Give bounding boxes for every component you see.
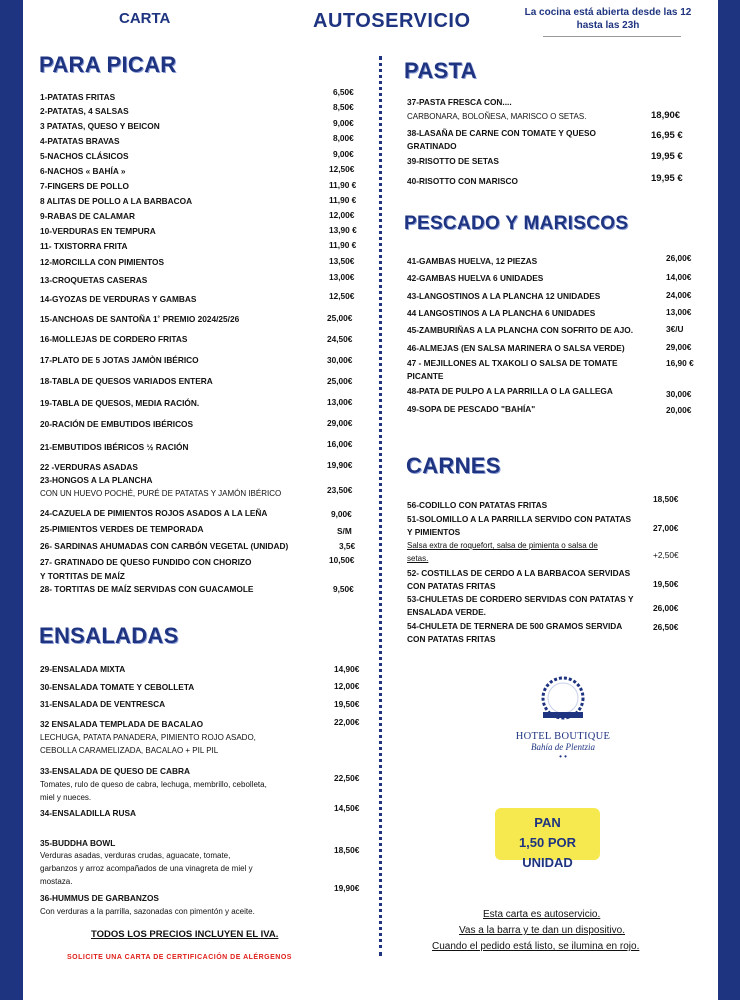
para-picar-item: 19-TABLA DE QUESOS, MEDIA RACIÓN. — [40, 398, 200, 408]
para-picar-item: 12-MORCILLA CON PIMIENTOS — [40, 257, 164, 267]
para-picar-item: 9-RABAS DE CALAMAR — [40, 211, 135, 221]
para-picar-price: 9,00€ — [333, 118, 354, 128]
para-picar-item: 2-PATATAS, 4 SALSAS — [40, 106, 129, 116]
ensalada-item: 29-ENSALADA MIXTA — [40, 664, 126, 674]
item-35-desc-2: garbanzos y arroz acompañados de una vinagreta de miel y — [40, 864, 253, 873]
para-picar-item: 1-PATATAS FRITAS — [40, 92, 116, 102]
item-35-desc-3: mostaza. — [40, 877, 73, 886]
para-picar-price: 6,50€ — [333, 87, 354, 97]
rope-ring-icon — [533, 672, 593, 726]
para-picar-price: 8,50€ — [333, 102, 354, 112]
ensalada-item: 34-ENSALADILLA RUSA — [40, 808, 137, 818]
item-35-desc-1: Verduras asadas, verduras crudas, aguacate, tomate, — [40, 851, 231, 860]
pescado-item: 41-GAMBAS HUELVA, 12 PIEZAS — [407, 256, 538, 266]
item-37: 37-PASTA FRESCA CON.... — [407, 97, 512, 107]
para-picar-item: 5-NACHOS CLÁSICOS — [40, 151, 129, 161]
ensalada-price: 19,50€ — [334, 699, 360, 709]
menu-page — [23, 0, 718, 1000]
section-title-carnes: CARNES — [406, 453, 501, 478]
para-picar-price: S/M — [337, 526, 352, 536]
para-picar-price: 16,00€ — [327, 439, 353, 449]
item-56-price: 18,50€ — [653, 494, 679, 504]
pescado-item: 47 - MEJILLONES AL TXAKOLI O SALSA DE TOMATE — [407, 358, 618, 368]
para-picar-price: 13,50€ — [329, 256, 355, 266]
logo-dots: • • — [559, 752, 567, 761]
para-picar-price: 12,50€ — [329, 291, 355, 301]
para-picar-item: 26- SARDINAS AHUMADAS CON CARBÓN VEGETAL (UNIDAD) — [40, 541, 289, 551]
para-picar-item: 16-MOLLEJAS DE CORDERO FRITAS — [40, 334, 188, 344]
para-picar-price: 11,90 € — [329, 180, 357, 190]
footer-line3: Cuando el pedido está listo, se ilumina en rojo. — [432, 941, 640, 952]
pescado-item: 43-LANGOSTINOS A LA PLANCHA 12 UNIDADES — [407, 291, 601, 301]
item-39-price: 19,95 € — [651, 151, 683, 162]
item-40-price: 19,95 € — [651, 173, 683, 184]
item-33-desc-2: miel y nueces. — [40, 793, 92, 802]
item-37-desc: CARBONARA, BOLOÑESA, MARISCO O SETAS. — [407, 112, 587, 121]
item-51-price: 27,00€ — [653, 523, 679, 533]
item-51-line1: 51-SOLOMILLO A LA PARRILLA SERVIDO CON PATATAS — [407, 514, 632, 524]
para-picar-item: 11- TXISTORRA FRITA — [40, 241, 128, 251]
footer-line1: Esta carta es autoservicio. — [483, 909, 601, 920]
para-picar-price: 24,50€ — [327, 334, 353, 344]
pescado-price: 30,00€ — [666, 389, 692, 399]
para-picar-item: 14-GYOZAS DE VERDURAS Y GAMBAS — [40, 294, 197, 304]
header-rule — [543, 36, 681, 37]
ensalada-price: 12,00€ — [334, 681, 360, 691]
para-picar-price: 19,90€ — [327, 460, 353, 470]
item-27-desc: Y TORTITAS DE MAÍZ — [40, 571, 125, 581]
para-picar-item: 20-RACIÓN DE EMBUTIDOS IBÉRICOS — [40, 419, 194, 429]
carta-label: CARTA — [119, 10, 171, 27]
item-38-line2: GRATINADO — [407, 141, 457, 151]
para-picar-item: 3 PATATAS, QUESO Y BEICON — [40, 121, 160, 131]
para-picar-item: 21-EMBUTIDOS IBÉRICOS ½ RACIÓN — [40, 442, 189, 452]
item-51-sauce-2: setas. — [407, 554, 429, 563]
para-picar-price: 29,00€ — [327, 418, 353, 428]
column-divider — [379, 56, 382, 956]
item-39: 39-RISOTTO DE SETAS — [407, 156, 499, 166]
pescado-item: 45-ZAMBURIÑAS A LA PLANCHA CON SOFRITO DE AJO. — [407, 325, 634, 335]
pescado-price: 24,00€ — [666, 290, 692, 300]
kitchen-hours — [523, 6, 693, 32]
para-picar-price: 13,90 € — [329, 225, 357, 235]
para-picar-price: 10,50€ — [329, 555, 355, 565]
para-picar-item: 17-PLATO DE 5 JOTAS JAMÒN IBÉRICO — [40, 355, 199, 365]
para-picar-item: 25-PIMIENTOS VERDES DE TEMPORADA — [40, 524, 204, 534]
item-38-line1: 38-LASAÑA DE CARNE CON TOMATE Y QUESO — [407, 128, 597, 138]
bread-label: PAN — [534, 815, 561, 830]
item-53-line2: ENSALADA VERDE. — [407, 607, 486, 617]
para-picar-price: 30,00€ — [327, 355, 353, 365]
para-picar-price: 9,50€ — [333, 584, 354, 594]
logo-line1: HOTEL BOUTIQUE — [515, 731, 611, 742]
pescado-price: 26,00€ — [666, 253, 692, 263]
para-picar-item: 6-NACHOS « BAHÍA » — [40, 166, 126, 176]
para-picar-item: 27- GRATINADO DE QUESO FUNDIDO CON CHORIZO — [40, 557, 252, 567]
para-picar-item: 24-CAZUELA DE PIMIENTOS ROJOS ASADOS A LA LEÑA — [40, 508, 268, 518]
para-picar-price: 9,00€ — [333, 149, 354, 159]
footer-line2: Vas a la barra y te dan un dispositivo. — [459, 925, 626, 936]
item-38-price: 16,95 € — [651, 130, 683, 141]
para-picar-item: 10-VERDURAS EN TEMPURA — [40, 226, 156, 236]
ensalada-price: 22,50€ — [334, 773, 360, 783]
para-picar-item: 15-ANCHOAS DE SANTOÑA 1˚ PREMIO 2024/25/26 — [40, 314, 240, 324]
item-47-desc: PICANTE — [407, 371, 444, 381]
item-37-price: 18,90€ — [651, 110, 681, 121]
section-title-pasta: PASTA — [404, 58, 477, 83]
ensalada-item: 32 ENSALADA TEMPLADA DE BACALAO — [40, 719, 204, 729]
ensalada-item: 35-BUDDHA BOWL — [40, 838, 116, 848]
item-36-desc: Con verduras a la parrilla, sazonadas con pimentón y aceite. — [40, 907, 255, 916]
item-32-desc-1: LECHUGA, PATATA PANADERA, PIMIENTO ROJO ASADO, — [40, 733, 256, 742]
ensalada-item: 30-ENSALADA TOMATE Y CEBOLLETA — [40, 682, 195, 692]
para-picar-item: 23-HONGOS A LA PLANCHA — [40, 475, 153, 485]
para-picar-price: 11,90 € — [329, 195, 357, 205]
para-picar-price: 11,90 € — [329, 240, 357, 250]
para-picar-item: 22 -VERDURAS ASADAS — [40, 462, 138, 472]
para-picar-price: 8,00€ — [333, 133, 354, 143]
allergen-note: SOLICITE UNA CARTA DE CERTIFICACIÓN DE ALÉRGENOS — [67, 954, 292, 961]
ensalada-price: 22,00€ — [334, 717, 360, 727]
item-33-desc-1: Tomates, rulo de queso de cabra, lechuga, membrillo, cebolleta, — [40, 780, 267, 789]
ensalada-price: 18,50€ — [334, 845, 360, 855]
para-picar-price: 23,50€ — [327, 485, 353, 495]
para-picar-price: 13,00€ — [327, 397, 353, 407]
para-picar-item: 8 ALITAS DE POLLO A LA BARBACOA — [40, 196, 193, 206]
item-23-desc: CON UN HUEVO POCHÉ, PURÉ DE PATATAS Y JAMÓN IBÉRICO — [40, 489, 282, 498]
kitchen-hours-line2: hasta las 23h — [576, 20, 640, 31]
item-52-line1: 52- COSTILLAS DE CERDO A LA BARBACOA SERVIDAS — [407, 568, 631, 578]
pescado-item: 44 LANGOSTINOS A LA PLANCHA 6 UNIDADES — [407, 308, 596, 318]
pescado-price: 16,90 € — [666, 358, 694, 368]
section-title-pescado: PESCADO Y MARISCOS — [404, 213, 629, 234]
para-picar-price: 3,5€ — [339, 541, 356, 551]
pescado-item: 48-PATA DE PULPO A LA PARRILLA O LA GALLEGA — [407, 386, 613, 396]
item-54-line1: 54-CHULETA DE TERNERA DE 500 GRAMOS SERVIDA — [407, 621, 623, 631]
bread-price: 1,50 POR UNIDAD — [518, 835, 577, 870]
pescado-price: 29,00€ — [666, 342, 692, 352]
logo-line2: Bahía de Plentzia — [531, 742, 595, 752]
section-title-ensaladas: ENSALADAS — [39, 623, 179, 648]
iva-note: TODOS LOS PRECIOS INCLUYEN EL IVA. — [91, 929, 279, 940]
hotel-logo — [513, 672, 613, 761]
ensalada-item: 36-HUMMUS DE GARBANZOS — [40, 893, 159, 903]
para-picar-item: 28- TORTITAS DE MAÍZ SERVIDAS CON GUACAMOLE — [40, 584, 254, 594]
pescado-price: 14,00€ — [666, 272, 692, 282]
kitchen-hours-line1: La cocina está abierta desde las 12 — [524, 7, 692, 18]
para-picar-item: 13-CROQUETAS CASERAS — [40, 275, 148, 285]
para-picar-price: 25,00€ — [327, 376, 353, 386]
para-picar-item: 7-FINGERS DE POLLO — [40, 181, 129, 191]
ensalada-item: 33-ENSALADA DE QUESO DE CABRA — [40, 766, 190, 776]
item-56: 56-CODILLO CON PATATAS FRITAS — [407, 500, 548, 510]
para-picar-price: 12,00€ — [329, 210, 355, 220]
para-picar-price: 9,00€ — [331, 509, 352, 519]
pescado-price: 20,00€ — [666, 405, 692, 415]
item-54-line2: CON PATATAS FRITAS — [407, 634, 496, 644]
pescado-price: 13,00€ — [666, 307, 692, 317]
item-32-desc-2: CEBOLLA CARAMELIZADA, BACALAO + PIL PIL — [40, 746, 219, 755]
item-40: 40-RISOTTO CON MARISCO — [407, 176, 518, 186]
ensalada-price: 19,90€ — [334, 883, 360, 893]
item-53-price: 26,00€ — [653, 603, 679, 613]
item-51-sauce-price: +2,50€ — [653, 550, 679, 560]
ensalada-price: 14,90€ — [334, 664, 360, 674]
ensalada-price: 14,50€ — [334, 803, 360, 813]
pescado-item: 42-GAMBAS HUELVA 6 UNIDADES — [407, 273, 544, 283]
autoservicio-title: AUTOSERVICIO — [313, 10, 471, 32]
item-53-line1: 53-CHULETAS DE CORDERO SERVIDAS CON PATATAS Y — [407, 594, 634, 604]
para-picar-price: 13,00€ — [329, 272, 355, 282]
item-54-price: 26,50€ — [653, 622, 679, 632]
item-51-sauce-1: Salsa extra de roquefort, salsa de pimienta o salsa de — [407, 541, 598, 550]
bread-badge — [495, 808, 600, 870]
para-picar-item: 4-PATATAS BRAVAS — [40, 136, 120, 146]
pescado-item: 46-ALMEJAS (EN SALSA MARINERA O SALSA VERDE) — [407, 343, 625, 353]
pescado-item: 49-SOPA DE PESCADO "BAHÍA" — [407, 404, 536, 414]
item-52-price: 19,50€ — [653, 579, 679, 589]
para-picar-price: 12,50€ — [329, 164, 355, 174]
pescado-price: 3€/U — [666, 324, 684, 334]
section-title-para-picar: PARA PICAR — [39, 52, 177, 77]
ensalada-item: 31-ENSALADA DE VENTRESCA — [40, 699, 166, 709]
item-51-line2: Y PIMIENTOS — [407, 527, 461, 537]
para-picar-price: 25,00€ — [327, 313, 353, 323]
item-52-line2: CON PATATAS FRITAS — [407, 581, 496, 591]
para-picar-item: 18-TABLA DE QUESOS VARIADOS ENTERA — [40, 376, 213, 386]
